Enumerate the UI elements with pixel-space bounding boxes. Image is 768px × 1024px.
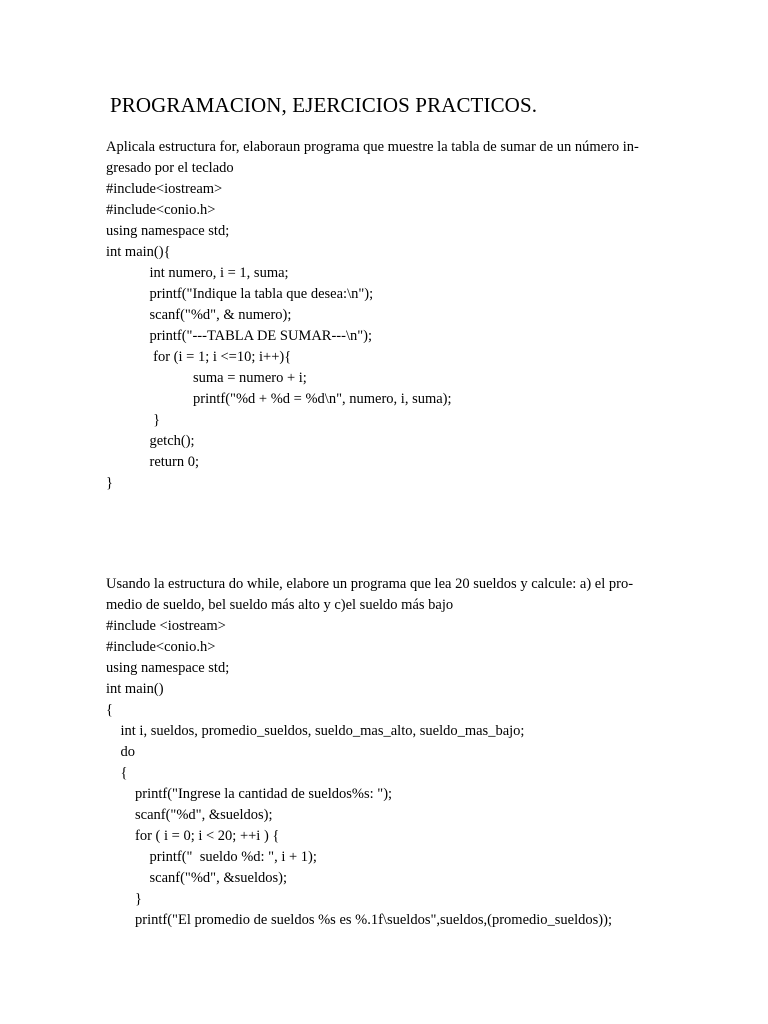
- code-line: scanf("%d", & numero);: [106, 307, 292, 323]
- code-line: int numero, i = 1, suma;: [106, 265, 289, 281]
- code-line: getch();: [106, 433, 195, 449]
- code-line: do: [106, 744, 135, 760]
- code-line: #include<conio.h>: [106, 639, 216, 655]
- code-line: #include<iostream>: [106, 181, 223, 197]
- code-line: }: [106, 891, 142, 907]
- code-line: int main(): [106, 681, 164, 697]
- exercise-1-line: gresado por el teclado: [106, 160, 234, 176]
- code-line: scanf("%d", &sueldos);: [106, 807, 273, 823]
- code-line: using namespace std;: [106, 660, 230, 676]
- code-line: printf("%d + %d = %d\n", numero, i, suma);: [106, 391, 452, 407]
- exercise-2-line: medio de sueldo, bel sueldo más alto y c)el sueldo más bajo: [106, 597, 454, 613]
- code-line: using namespace std;: [106, 223, 230, 239]
- code-line: #include <iostream>: [106, 618, 226, 634]
- code-line: printf("El promedio de sueldos %s es %.1f\sueldos",sueldos,(promedio_sueldos));: [106, 912, 612, 928]
- code-line: {: [106, 765, 128, 781]
- code-line: for (i = 1; i <=10; i++){: [106, 349, 292, 365]
- code-line: printf("Indique la tabla que desea:\n");: [106, 286, 374, 302]
- code-line: suma = numero + i;: [106, 370, 307, 386]
- code-line: for ( i = 0; i < 20; ++i ) {: [106, 828, 280, 844]
- code-line: printf("---TABLA DE SUMAR---\n");: [106, 328, 373, 344]
- code-line: }: [106, 475, 113, 491]
- code-line: scanf("%d", &sueldos);: [106, 870, 287, 886]
- document-title: PROGRAMACION, EJERCICIOS PRACTICOS.: [110, 93, 538, 117]
- code-line: }: [106, 412, 161, 428]
- code-line: {: [106, 702, 113, 718]
- code-line: return 0;: [106, 454, 200, 470]
- code-line: #include<conio.h>: [106, 202, 216, 218]
- exercise-1-line: Aplicala estructura for, elaboraun programa que muestre la tabla de sumar de un número in-: [106, 139, 639, 155]
- code-line: printf("Ingrese la cantidad de sueldos%s: ");: [106, 786, 393, 802]
- code-line: int main(){: [106, 244, 171, 260]
- code-line: int i, sueldos, promedio_sueldos, sueldo_mas_alto, sueldo_mas_bajo;: [106, 723, 525, 739]
- code-line: printf(" sueldo %d: ", i + 1);: [106, 849, 317, 865]
- exercise-2-block: [106, 574, 666, 931]
- exercise-1-block: [106, 137, 666, 494]
- exercise-2-line: Usando la estructura do while, elabore un programa que lea 20 sueldos y calcule: a) el pro-: [106, 576, 634, 592]
